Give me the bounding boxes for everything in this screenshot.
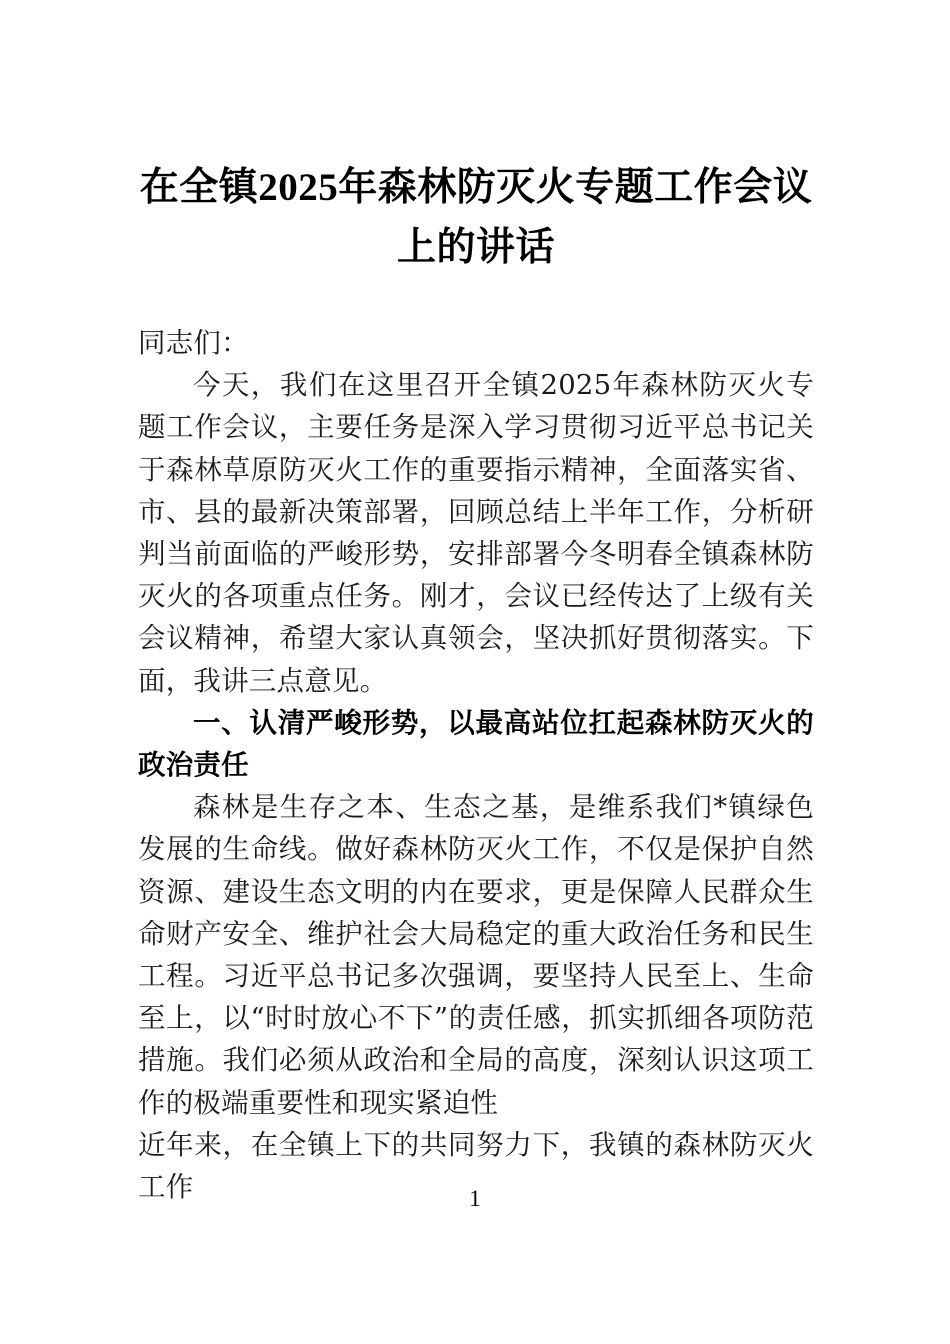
page-title: 在全镇2025年森林防灭火专题工作会议上的讲话	[139, 166, 813, 269]
page-number: 1	[469, 1186, 481, 1211]
document-body	[138, 322, 814, 1208]
section-heading-1: 一、认清严峻形势，以最高站位扛起森林防灭火的政治责任	[138, 706, 814, 781]
paragraph-opening: 今天，我们在这里召开全镇2025年森林防灭火专题工作会议，主要任务是深入学习贯彻习近平总书记关于森林草原防灭火工作的重要指示精神，全面落实省、市、县的最新决策部署，回顾总结上半年工作，分析研判当前面临的严峻形势，安排部署今冬明春全镇森林防灭火的各项重点任务。刚才，会议已经传达了上级有关会议精神，希望大家认真领会，坚决抓好贯彻落实。下面，我讲三点意见。	[138, 369, 814, 697]
paragraph-section-1-continued: 近年来，在全镇上下的共同努力下，我镇的森林防灭火工作	[138, 1128, 814, 1204]
salutation: 同志们：	[138, 327, 249, 359]
paragraph-section-1-body: 森林是生存之本、生态之基，是维系我们*镇绿色发展的生命线。做好森林防灭火工作，不仅是保护自然资源、建设生态文明的内在要求，更是保障人民群众生命财产安全、维护社会大局稳定的重大政治任务和民生工程。习近平总书记多次强调，要坚持人民至上、生命至上，以“时时放心不下”的责任感，抓实抓细各项防范措施。我们必须从政治和全局的高度，深刻认识这项工作的极端重要性和现实紧迫性	[138, 791, 814, 1119]
page-content	[138, 0, 814, 1208]
